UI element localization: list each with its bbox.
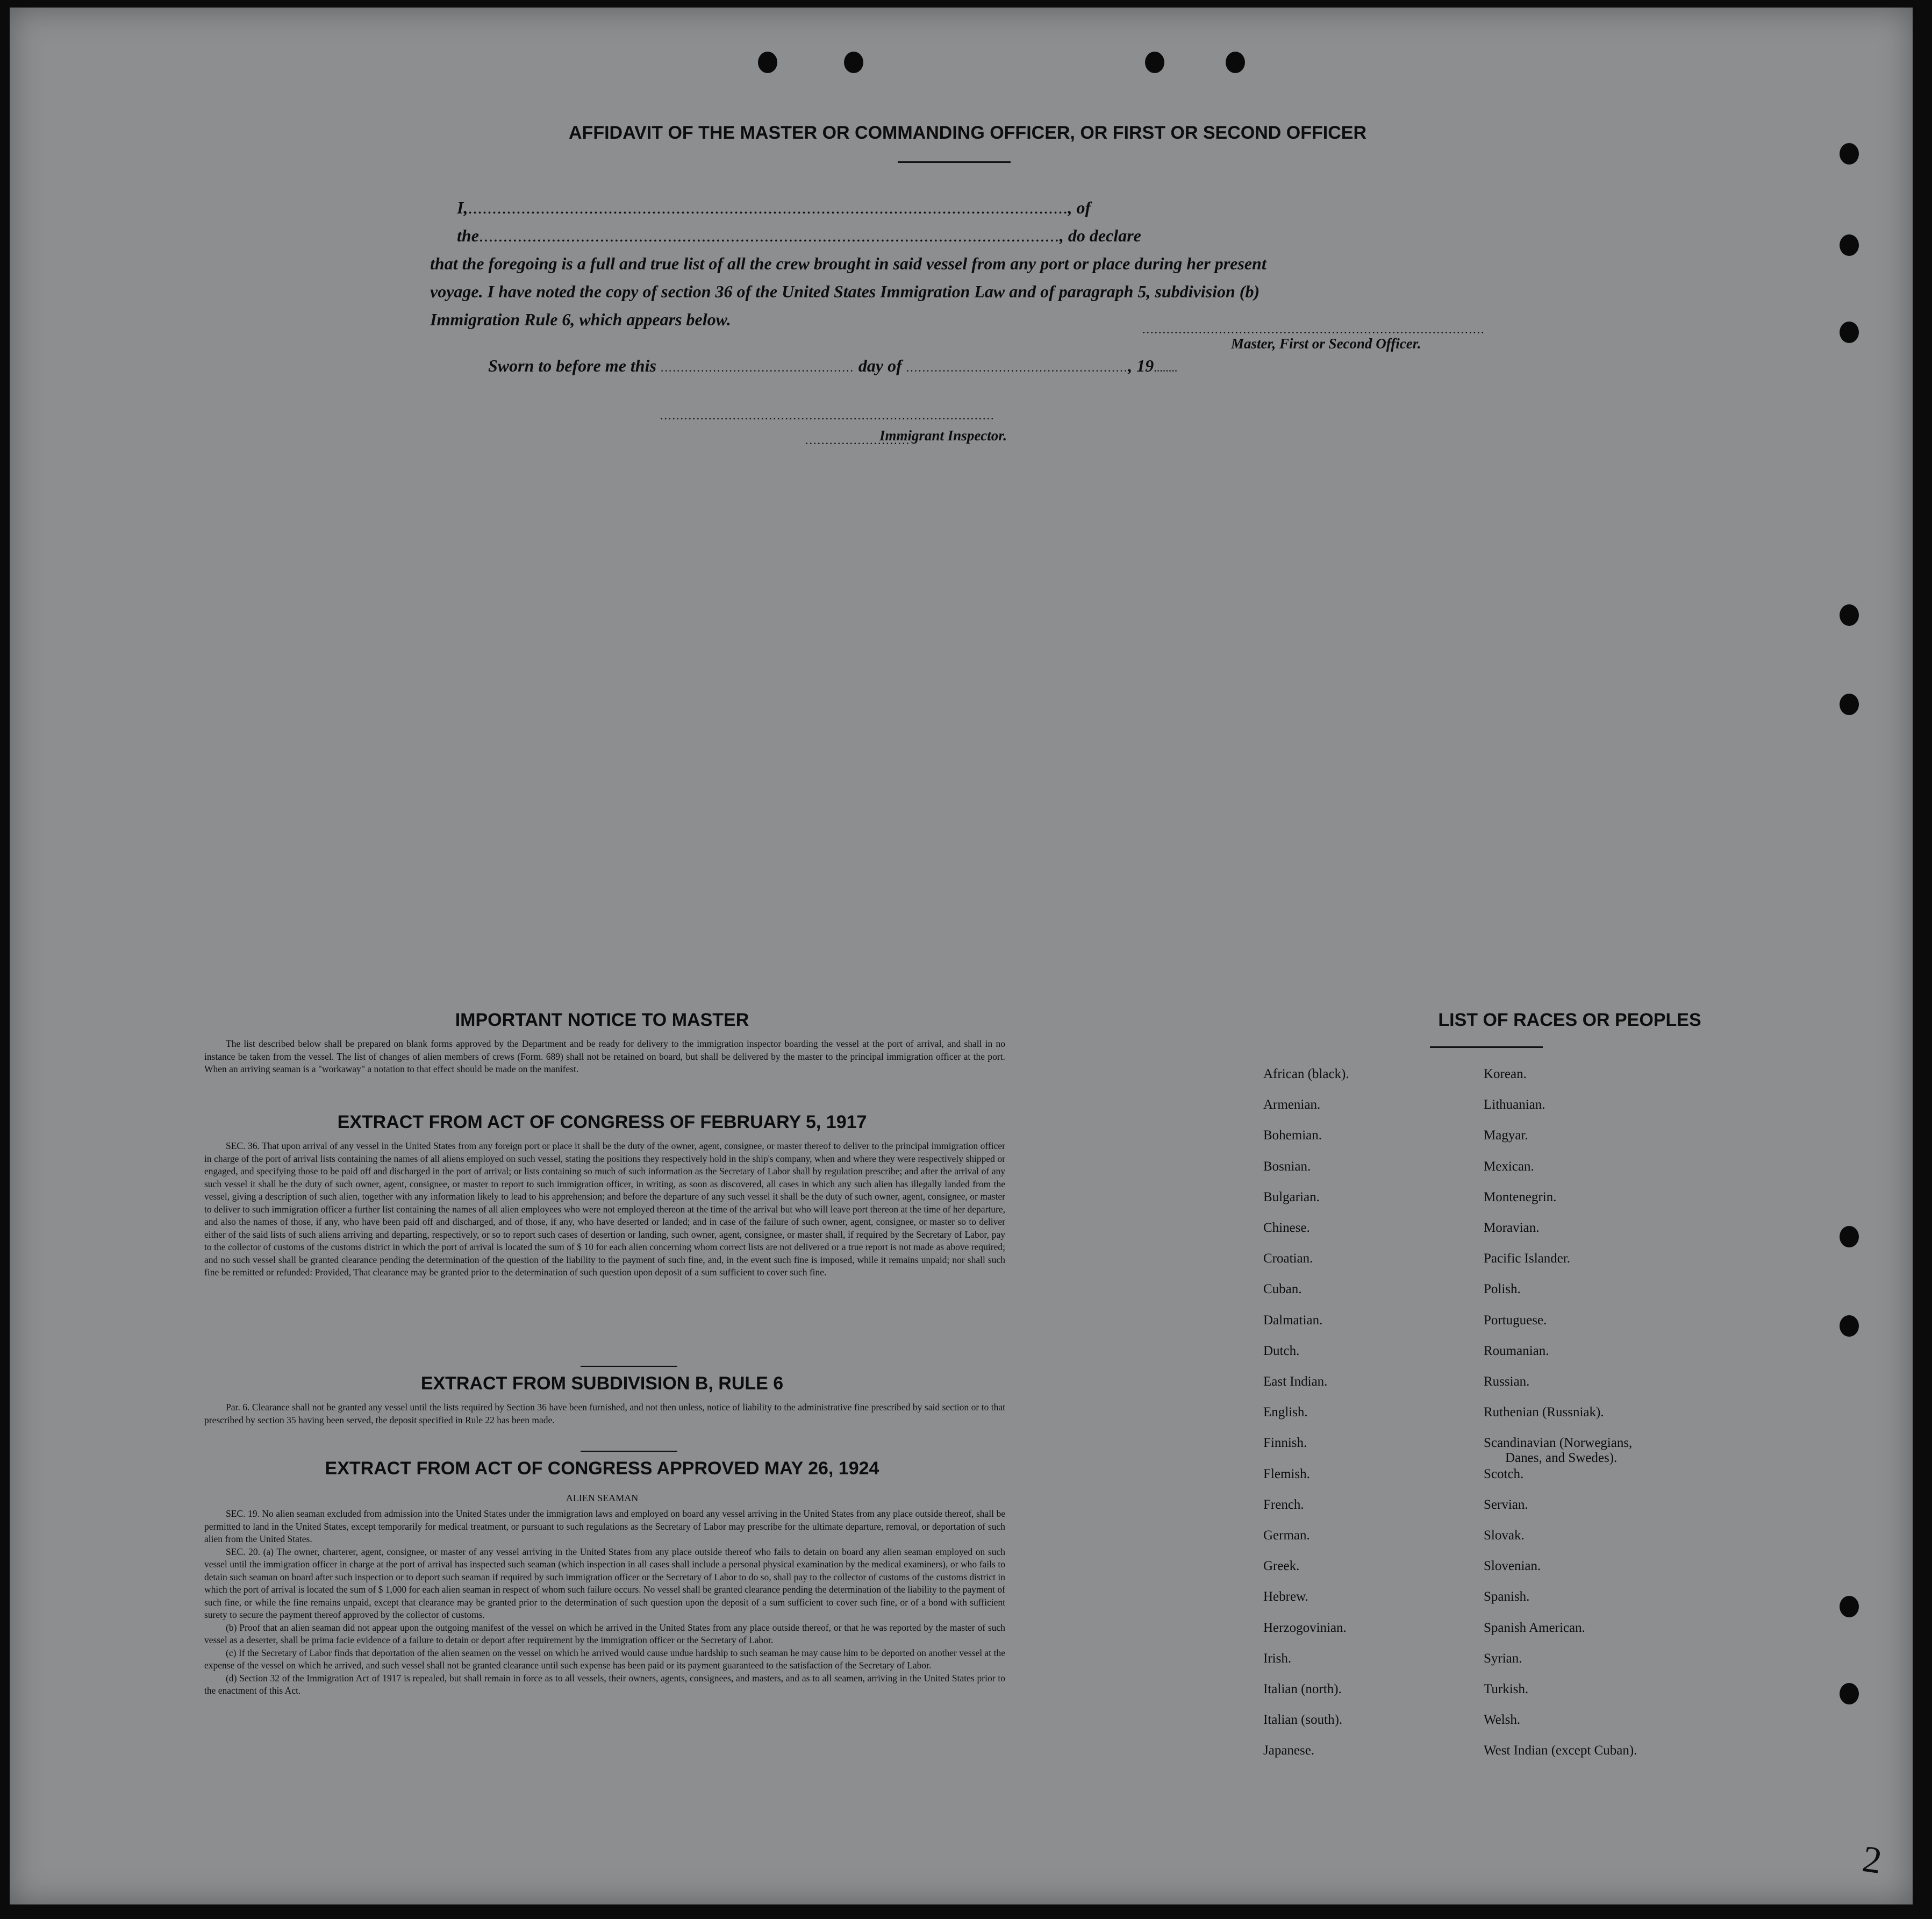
punch-hole	[1840, 1596, 1859, 1617]
sec-20d-paragraph: (d) Section 32 of the Immigration Act of 1917 is repealed, but shall remain in force as to all vessels, their owners, agents, consignees, and masters, and as to all seamen, arriving in the United States prior to the enactment of this Act.	[204, 1672, 1005, 1696]
notice-title: IMPORTANT NOTICE TO MASTER	[455, 1010, 749, 1030]
inspector-signature-line: ...................................................................................	[660, 409, 995, 422]
handwritten-page-number: 2	[1859, 1838, 1885, 1882]
par-6-paragraph: Par. 6. Clearance shall not be granted any vessel until the lists required by Section 36 have been furnished, and not then unless, notice of liability to the administrative fine prescribed by said section or to that prescribed by section 35 having been served, the deposit specified in Rule 22 has been made.	[204, 1402, 1005, 1425]
divider	[581, 1451, 677, 1452]
inspector-prefix-dots: ..........................	[805, 433, 910, 447]
divider	[581, 1366, 677, 1367]
subdivision-b-text	[204, 1401, 1005, 1426]
sec-19-paragraph: SEC. 19. No alien seaman excluded from admission into the United States under the immigration laws and employed on board any vessel arriving in the United States from any place outside thereof, shall be permitted to land in the United States, except temporarily for medical treatment, or pursuant to such regulations as the Secretary of Labor may prescribe for the ultimate departure, removal, or deportation of such alien from the United States.	[204, 1508, 1005, 1544]
race-item: Dalmatian.	[1263, 1312, 1323, 1328]
sec-20b-paragraph: (b) Proof that an alien seaman did not appear upon the outgoing manifest of the vessel on which he arrived in the United States from any place outside thereof, or that he was reported by the master of such vessel as a deserter, shall be prima facie evidence of a failure to detain or deport after requirement by the immigration officer or the Secretary of Labor.	[204, 1622, 1005, 1645]
affidavit-body	[430, 194, 1478, 333]
punch-hole	[844, 52, 863, 73]
race-item: Spanish American.	[1484, 1620, 1585, 1635]
inspector-label: Immigrant Inspector.	[879, 427, 1007, 444]
race-item: Turkish.	[1484, 1682, 1529, 1696]
extract-1924-title: EXTRACT FROM ACT OF CONGRESS APPROVED MAY 26, 1924	[325, 1458, 879, 1479]
sworn-year: , 19	[1128, 356, 1154, 375]
day-blank: ................................................	[660, 361, 854, 374]
race-item: Herzogovinian.	[1263, 1620, 1347, 1635]
punch-hole	[1840, 1683, 1859, 1704]
race-item: Syrian.	[1484, 1651, 1522, 1666]
punch-hole	[1840, 1226, 1859, 1247]
section-36-paragraph: SEC. 36. That upon arrival of any vessel in the United States from any foreign port or place it shall be the duty of the owner, agent, consignee, or master thereof to deliver to the principal immigration officer in charge of the port of arrival lists containing the names of all aliens employed on such vessel, stating the positions they respectively hold in the ship's company, when and where they were respectively shipped or engaged, and specifying those to be paid off and discharged in the port of arrival; or lists containing so much of such information as the Secretary of Labor shall by regulation prescribe; and after the arrival of any such vessel it shall be the duty of such owner, agent, consignee, or master to report to such immigration officer, in writing, as soon as discovered, all cases in which any such alien has illegally landed from the vessel, giving a description of such alien, together with any information likely to lead to his apprehension; and before the departure of any such vessel it shall be the duty of such owner, agent, consignee, or master to deliver to such immigration officer a further list containing the names of all alien employees who were not employed thereon at the time of the arrival but who will leave port thereon at the time of her departure, and also the names of those, if any, who have been paid off and discharged, and of those, if any, who have deserted or landed; and in case of the failure of such owner, agent, consignee, or master so to deliver either of the said lists of such aliens arriving and departing, respectively, or so to report such cases of desertion or landing, such owner, agent, consignee, or master shall, if required by the Secretary of Labor, pay to the collector of customs of the customs district in which the port of arrival is located the sum of $ 10 for each alien concerning whom correct lists are not delivered or a true report is not made as above required; and no such vessel shall be granted clearance pending the determination of the question of the liability to the payment of such fine, and, in the event such fine is imposed, while it remains unpaid; nor shall such fine be remitted or refunded: Provided, That clearance may be granted prior to the determination of such question upon deposit of a sum sufficient to cover such fine.	[204, 1140, 1005, 1278]
race-item: Irish.	[1263, 1651, 1292, 1666]
affidavit-line-2: that the foregoing is a full and true list of all the crew brought in said vessel from any port or place during her present	[430, 254, 1266, 273]
sworn-prefix: Sworn to before me this	[488, 356, 656, 375]
race-item: Finnish.	[1263, 1436, 1307, 1451]
race-item: Dutch.	[1263, 1343, 1300, 1358]
affidavit-line-1	[457, 194, 1478, 249]
signature-line: .....................................................................................	[1142, 323, 1485, 336]
race-item: Slovak.	[1484, 1528, 1525, 1543]
race-item: Welsh.	[1484, 1713, 1521, 1728]
punch-hole	[1840, 143, 1859, 165]
extract-1924-text	[204, 1508, 1005, 1697]
sec-20a-paragraph: SEC. 20. (a) The owner, charterer, agent, consignee, or master of any vessel arriving in the United States from any place outside thereof who fails to detain on board any alien seaman employed on such vessel until the immigration officer in charge at the port of arrival has inspected such seaman (which inspection in all cases shall include a personal physical examination by the medical examiners), or who fails to detain such seaman on board after such inspection or to deport such seaman if required by such immigration officer or the Secretary of Labor to do so, shall pay to the collector of customs of the customs district in which the port of arrival is located the sum of $ 1,000 for each alien seaman in respect of whom such failure occurs. No vessel shall be granted clearance pending the determination of the liability to the payment of such fine, or while the fine remains unpaid, except that clearance may be granted prior to the determination of such question upon the deposit of a sum sufficient to cover such fine, or of a bond with sufficient surety to secure the payment thereof approved by the collector of customs.	[204, 1546, 1005, 1620]
race-item: Roumanian.	[1484, 1343, 1549, 1358]
race-item: Bosnian.	[1263, 1159, 1311, 1174]
punch-hole	[1840, 604, 1859, 626]
sec-20c-paragraph: (c) If the Secretary of Labor finds that deportation of the alien seamen on the vessel on which he arrived would cause undue hardship to such seaman he may cause him to be deported on another vessel at the expense of the vessel on which he arrived, and such vessel shall not be granted clearance until such expense has been paid or its payment guaranteed to the satisfaction of the Secretary of Labor.	[204, 1647, 1005, 1671]
affidavit-i: I,	[457, 198, 468, 217]
affidavit-title: AFFIDAVIT OF THE MASTER OR COMMANDING OFFICER, OR FIRST OR SECOND OFFICER	[569, 123, 1366, 143]
extract-1917-title: EXTRACT FROM ACT OF CONGRESS OF FEBRUARY 5, 1917	[337, 1112, 867, 1132]
punch-hole	[1840, 234, 1859, 256]
race-item: Flemish.	[1263, 1466, 1310, 1481]
race-item: West Indian (except Cuban).	[1484, 1743, 1637, 1758]
affidavit-of-the: , of the	[457, 198, 1091, 245]
affidavit-title-rule	[898, 161, 1011, 163]
race-item: Armenian.	[1263, 1097, 1321, 1112]
race-item: English.	[1263, 1405, 1308, 1420]
race-item: Scandinavian (Norwegians, Danes, and Swedes).	[1484, 1436, 1633, 1466]
race-item: Ruthenian (Russniak).	[1484, 1405, 1604, 1420]
race-item: Portuguese.	[1484, 1312, 1547, 1328]
punch-hole	[1840, 1315, 1859, 1337]
race-item: Italian (south).	[1263, 1713, 1343, 1728]
race-item: Italian (north).	[1263, 1682, 1342, 1696]
affidavit-line-3: voyage. I have noted the copy of section 36 of the United States Immigration Law and of paragraph 5, subdivision (b)	[430, 282, 1260, 301]
races-title-rule	[1430, 1046, 1543, 1048]
race-item: Montenegrin.	[1484, 1189, 1557, 1204]
notice-paragraph: The list described below shall be prepared on blank forms approved by the Department and be ready for delivery to the immigration inspector boarding the vessel at the port of arrival, and shall in no instance be taken from the vessel. The list of changes of alien members of crews (Form. 689) shall not be retained on board, but shall be delivered by the master to the principal immigration officer at the port. When an arriving seaman is a "workaway" a notation to that effect should be made on the manifest.	[204, 1038, 1005, 1074]
race-item: Moravian.	[1484, 1221, 1540, 1235]
race-item: Russian.	[1484, 1374, 1530, 1389]
punch-hole	[1840, 694, 1859, 715]
vessel-blank: ........................................................................................................................	[478, 226, 1060, 245]
affidavit-declare: , do declare	[1059, 226, 1141, 245]
race-item: Spanish.	[1484, 1589, 1530, 1604]
race-item: Japanese.	[1263, 1743, 1315, 1758]
race-item: Croatian.	[1263, 1251, 1313, 1266]
race-item: Servian.	[1484, 1497, 1528, 1512]
race-item: Magyar.	[1484, 1128, 1528, 1143]
year-blank: ........	[1154, 361, 1178, 374]
signature-label: Master, First or Second Officer.	[1231, 336, 1421, 352]
affidavit-line-4: Immigration Rule 6, which appears below.	[430, 310, 731, 329]
month-blank: .......................................................	[906, 361, 1128, 374]
notice-text	[204, 1038, 1005, 1076]
subdivision-b-title: EXTRACT FROM SUBDIVISION B, RULE 6	[420, 1373, 784, 1394]
race-item: Lithuanian.	[1484, 1097, 1545, 1112]
race-item: Korean.	[1484, 1067, 1527, 1081]
punch-hole	[758, 52, 777, 73]
race-item: Pacific Islander.	[1484, 1251, 1571, 1266]
races-title: LIST OF RACES OR PEOPLES	[1438, 1010, 1701, 1030]
race-item: French.	[1263, 1497, 1304, 1512]
race-item: Hebrew.	[1263, 1589, 1308, 1604]
race-item: African (black).	[1263, 1067, 1349, 1081]
race-item: German.	[1263, 1528, 1310, 1543]
race-item: Cuban.	[1263, 1282, 1302, 1297]
race-item: Bohemian.	[1263, 1128, 1322, 1143]
race-item: Scotch.	[1484, 1466, 1524, 1481]
extract-1917-text	[204, 1140, 1005, 1279]
race-item: Slovenian.	[1484, 1559, 1541, 1574]
punch-hole	[1840, 322, 1859, 343]
name-blank: ............................................................................................................................	[468, 198, 1068, 217]
sworn-line	[488, 356, 1177, 376]
race-item: Mexican.	[1484, 1159, 1534, 1174]
race-item: Polish.	[1484, 1282, 1521, 1297]
punch-hole	[1145, 52, 1164, 73]
race-item: East Indian.	[1263, 1374, 1328, 1389]
race-item: Greek.	[1263, 1559, 1300, 1574]
race-item: Bulgarian.	[1263, 1189, 1320, 1204]
sworn-day: day of	[858, 356, 902, 375]
punch-hole	[1226, 52, 1245, 73]
alien-seaman-subtitle: ALIEN SEAMAN	[566, 1493, 639, 1503]
race-item: Chinese.	[1263, 1221, 1310, 1235]
